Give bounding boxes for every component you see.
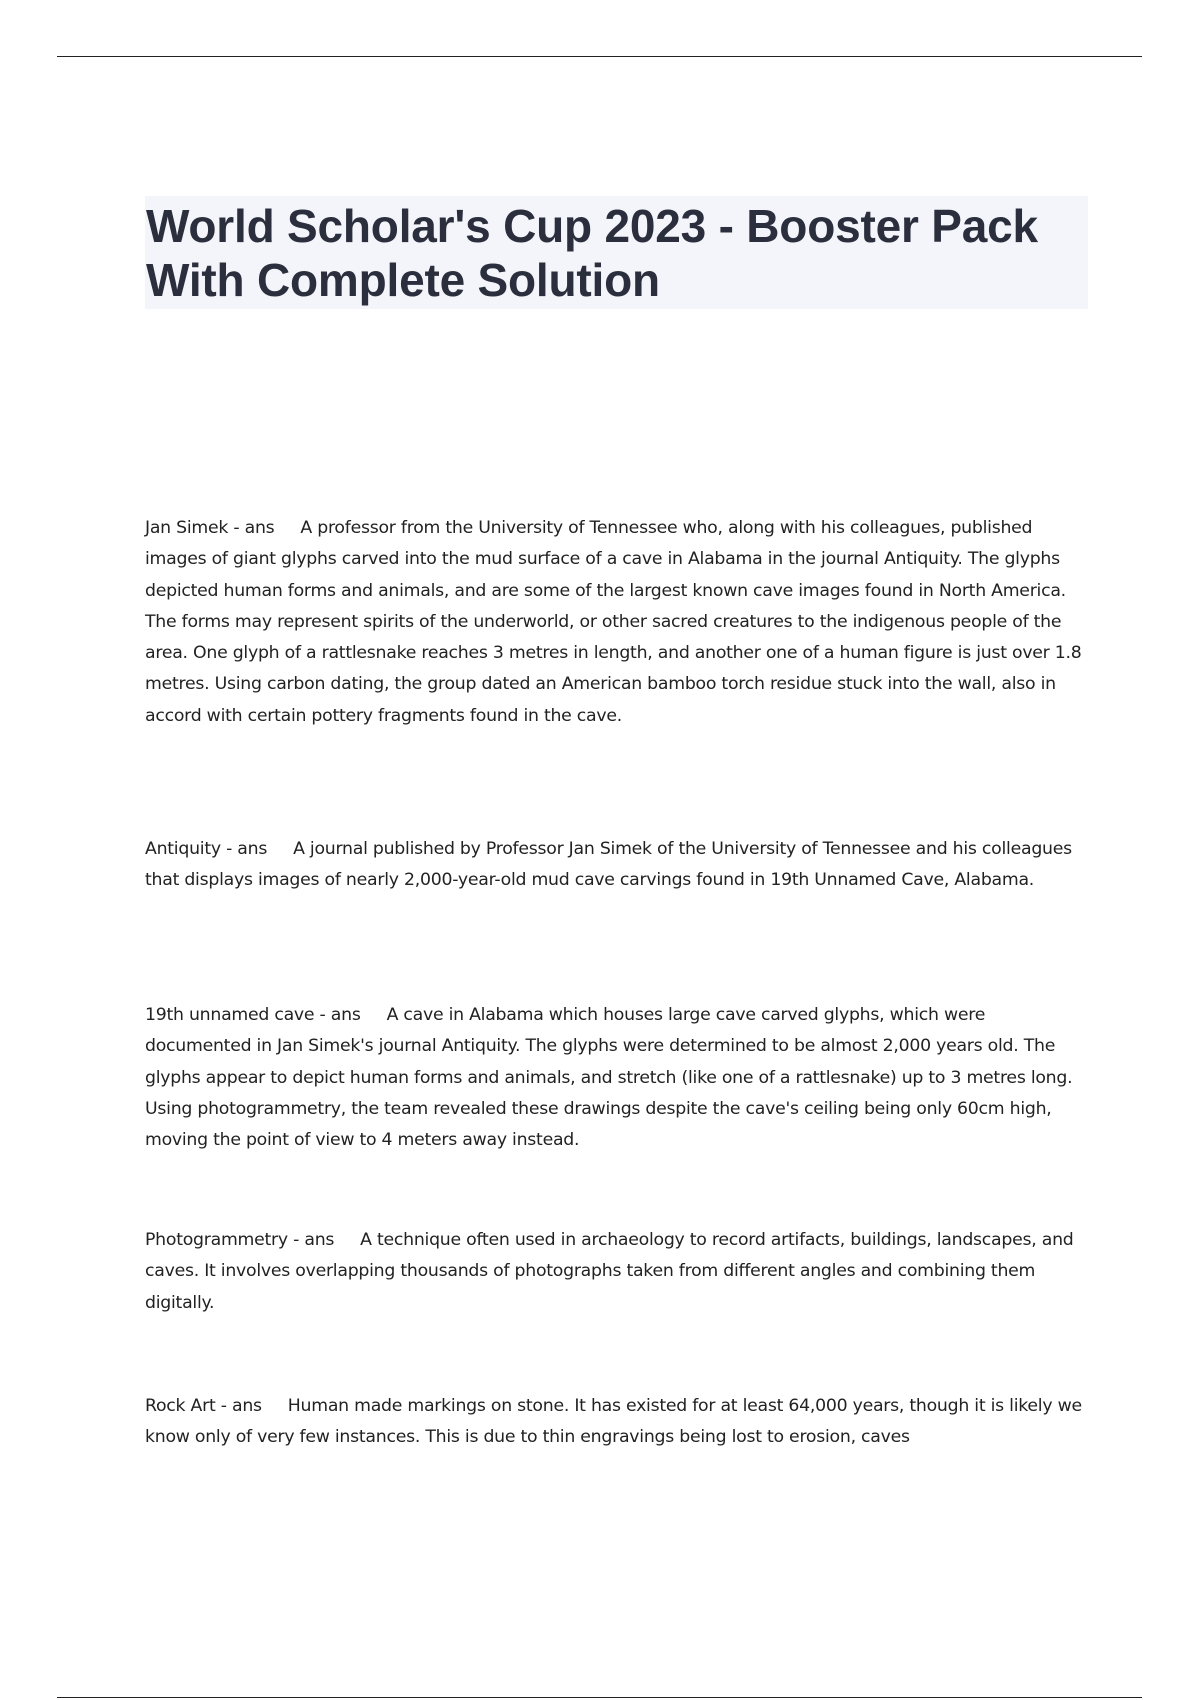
entry-separator: - ans [319,1005,361,1025]
entry-definition: Human made markings on stone. It has existed for at least 64,000 years, though it is likely we know only of very few instances. This is due to thin engravings being lost to erosion, caves [145,1396,1082,1448]
bottom-rule [57,1697,1142,1698]
entry-antiquity [145,834,1090,897]
entry-separator: - ans [220,1396,262,1416]
entry-separator: - ans [233,518,275,538]
entry-separator: - ans [293,1230,335,1250]
title-block [145,196,1088,309]
entry-term: Antiquity [145,839,221,859]
entry-term: 19th unnamed cave [145,1005,315,1025]
document-title: World Scholar's Cup 2023 - Booster Pack With Complete Solution [146,200,1038,306]
entry-term: Rock Art [145,1396,216,1416]
entry-term: Jan Simek [145,518,229,538]
entry-definition: A technique often used in archaeology to record artifacts, buildings, landscapes, and caves. It involves overlapping thousands of photographs taken from different angles and combining them digitally. [145,1230,1074,1313]
entry-definition: A cave in Alabama which houses large cave carved glyphs, which were documented in Jan Simek's journal Antiquity. The glyphs were determined to be almost 2,000 years old. The glyphs appear to depict human forms and animals, and stretch (like one of a rattlesnake) up to 3 metres long. Using photogrammetry, the team revealed these drawings despite the cave's ceiling being only 60cm high, moving the point of view to 4 meters away instead. [145,1005,1073,1151]
entry-definition: A professor from the University of Tennessee who, along with his colleagues, published images of giant glyphs carved into the mud surface of a cave in Alabama in the journal Antiquity. The glyphs depicted human forms and animals, and are some of the largest known cave images found in North America. The forms may represent spirits of the underworld, or other sacred creatures to the indigenous people of the area. One glyph of a rattlesnake reaches 3 metres in length, and another one of a human figure is just over 1.8 metres. Using carbon dating, the group dated an American bamboo torch residue stuck into the wall, also in accord with certain pottery fragments found in the cave. [145,518,1082,726]
entry-separator: - ans [226,839,268,859]
entry-19th-unnamed-cave [145,1000,1090,1156]
entry-photogrammetry [145,1225,1090,1319]
entry-term: Photogrammetry [145,1230,288,1250]
entry-jan-simek [145,513,1090,732]
entry-rock-art [145,1391,1090,1454]
entry-definition: A journal published by Professor Jan Simek of the University of Tennessee and his colleagues that displays images of nearly 2,000-year-old mud cave carvings found in 19th Unnamed Cave, Alabama. [145,839,1072,891]
top-rule [57,56,1142,57]
